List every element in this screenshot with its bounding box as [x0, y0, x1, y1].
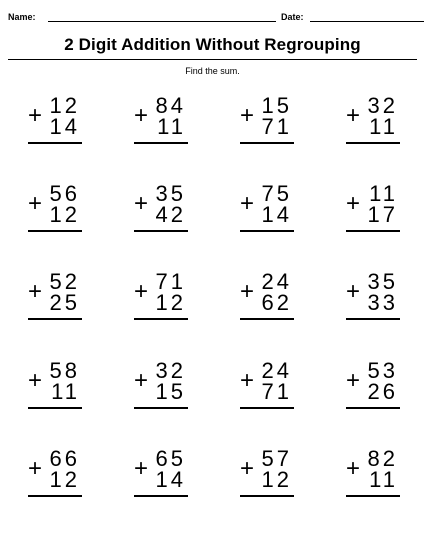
top-addend: 56 [49, 181, 80, 206]
plus-sign: + [240, 455, 255, 482]
addition-problem[interactable] [134, 269, 204, 332]
answer-line [28, 495, 82, 497]
name-field-line[interactable] [48, 21, 276, 22]
addition-problem[interactable] [240, 358, 310, 421]
bottom-addend: 15 [155, 379, 186, 404]
answer-line [346, 407, 400, 409]
answer-line [346, 230, 400, 232]
bottom-addend: 12 [155, 290, 186, 315]
top-addend: 24 [261, 269, 292, 294]
top-addend: 32 [367, 93, 398, 118]
date-label: Date: [281, 12, 304, 22]
top-addend: 35 [155, 181, 186, 206]
answer-line [28, 407, 82, 409]
addition-problem[interactable] [134, 358, 204, 421]
top-addend: 12 [49, 93, 80, 118]
plus-sign: + [240, 102, 255, 129]
bottom-addend: 17 [367, 202, 398, 227]
bottom-addend: 11 [157, 114, 186, 139]
name-label: Name: [8, 12, 36, 22]
bottom-addend: 12 [261, 467, 292, 492]
plus-sign: + [346, 367, 361, 394]
addition-problem[interactable] [28, 181, 98, 244]
top-addend: 82 [367, 446, 398, 471]
plus-sign: + [28, 278, 43, 305]
plus-sign: + [28, 455, 43, 482]
top-addend: 53 [367, 358, 398, 383]
plus-sign: + [240, 190, 255, 217]
answer-line [240, 142, 294, 144]
title-divider [8, 59, 417, 60]
top-addend: 71 [155, 269, 186, 294]
bottom-addend: 11 [369, 467, 398, 492]
plus-sign: + [134, 190, 149, 217]
addition-problem[interactable] [240, 269, 310, 332]
addition-problem[interactable] [240, 181, 310, 244]
top-addend: 66 [49, 446, 80, 471]
plus-sign: + [240, 278, 255, 305]
answer-line [240, 407, 294, 409]
top-addend: 58 [49, 358, 80, 383]
plus-sign: + [134, 278, 149, 305]
top-addend: 52 [49, 269, 80, 294]
date-field-line[interactable] [310, 21, 424, 22]
addition-problem[interactable] [134, 181, 204, 244]
answer-line [28, 230, 82, 232]
addition-problem[interactable] [346, 93, 416, 156]
answer-line [134, 142, 188, 144]
top-addend: 75 [261, 181, 292, 206]
answer-line [134, 318, 188, 320]
addition-problem[interactable] [28, 358, 98, 421]
answer-line [134, 495, 188, 497]
page-title: 2 Digit Addition Without Regrouping [64, 35, 361, 54]
bottom-addend: 42 [155, 202, 186, 227]
bottom-addend: 12 [49, 467, 80, 492]
answer-line [240, 318, 294, 320]
worksheet-header [8, 12, 418, 26]
addition-problem[interactable] [346, 446, 416, 509]
plus-sign: + [346, 190, 361, 217]
answer-line [240, 495, 294, 497]
plus-sign: + [28, 367, 43, 394]
plus-sign: + [134, 367, 149, 394]
top-addend: 57 [261, 446, 292, 471]
plus-sign: + [28, 190, 43, 217]
plus-sign: + [134, 455, 149, 482]
top-addend: 35 [367, 269, 398, 294]
bottom-addend: 14 [261, 202, 292, 227]
plus-sign: + [134, 102, 149, 129]
bottom-addend: 71 [261, 114, 292, 139]
addition-problem[interactable] [134, 446, 204, 509]
addition-problem[interactable] [346, 269, 416, 332]
answer-line [346, 142, 400, 144]
plus-sign: + [346, 278, 361, 305]
top-addend: 24 [261, 358, 292, 383]
plus-sign: + [28, 102, 43, 129]
answer-line [28, 318, 82, 320]
addition-problem[interactable] [240, 446, 310, 509]
addition-problem[interactable] [28, 446, 98, 509]
answer-line [134, 407, 188, 409]
addition-problem[interactable] [346, 358, 416, 421]
problem-grid [0, 93, 425, 530]
addition-problem[interactable] [346, 181, 416, 244]
answer-line [346, 318, 400, 320]
addition-problem[interactable] [134, 93, 204, 156]
top-addend: 84 [155, 93, 186, 118]
answer-line [28, 142, 82, 144]
top-addend: 32 [155, 358, 186, 383]
bottom-addend: 26 [367, 379, 398, 404]
bottom-addend: 33 [367, 290, 398, 315]
top-addend: 11 [369, 181, 398, 206]
bottom-addend: 62 [261, 290, 292, 315]
answer-line [346, 495, 400, 497]
plus-sign: + [240, 367, 255, 394]
bottom-addend: 11 [369, 114, 398, 139]
bottom-addend: 12 [49, 202, 80, 227]
bottom-addend: 14 [49, 114, 80, 139]
bottom-addend: 25 [49, 290, 80, 315]
bottom-addend: 11 [51, 379, 80, 404]
bottom-addend: 14 [155, 467, 186, 492]
addition-problem[interactable] [28, 93, 98, 156]
bottom-addend: 71 [261, 379, 292, 404]
plus-sign: + [346, 102, 361, 129]
answer-line [240, 230, 294, 232]
answer-line [134, 230, 188, 232]
plus-sign: + [346, 455, 361, 482]
instructions-text: Find the sum. [185, 66, 240, 76]
top-addend: 15 [261, 93, 292, 118]
addition-problem[interactable] [240, 93, 310, 156]
addition-problem[interactable] [28, 269, 98, 332]
top-addend: 65 [155, 446, 186, 471]
